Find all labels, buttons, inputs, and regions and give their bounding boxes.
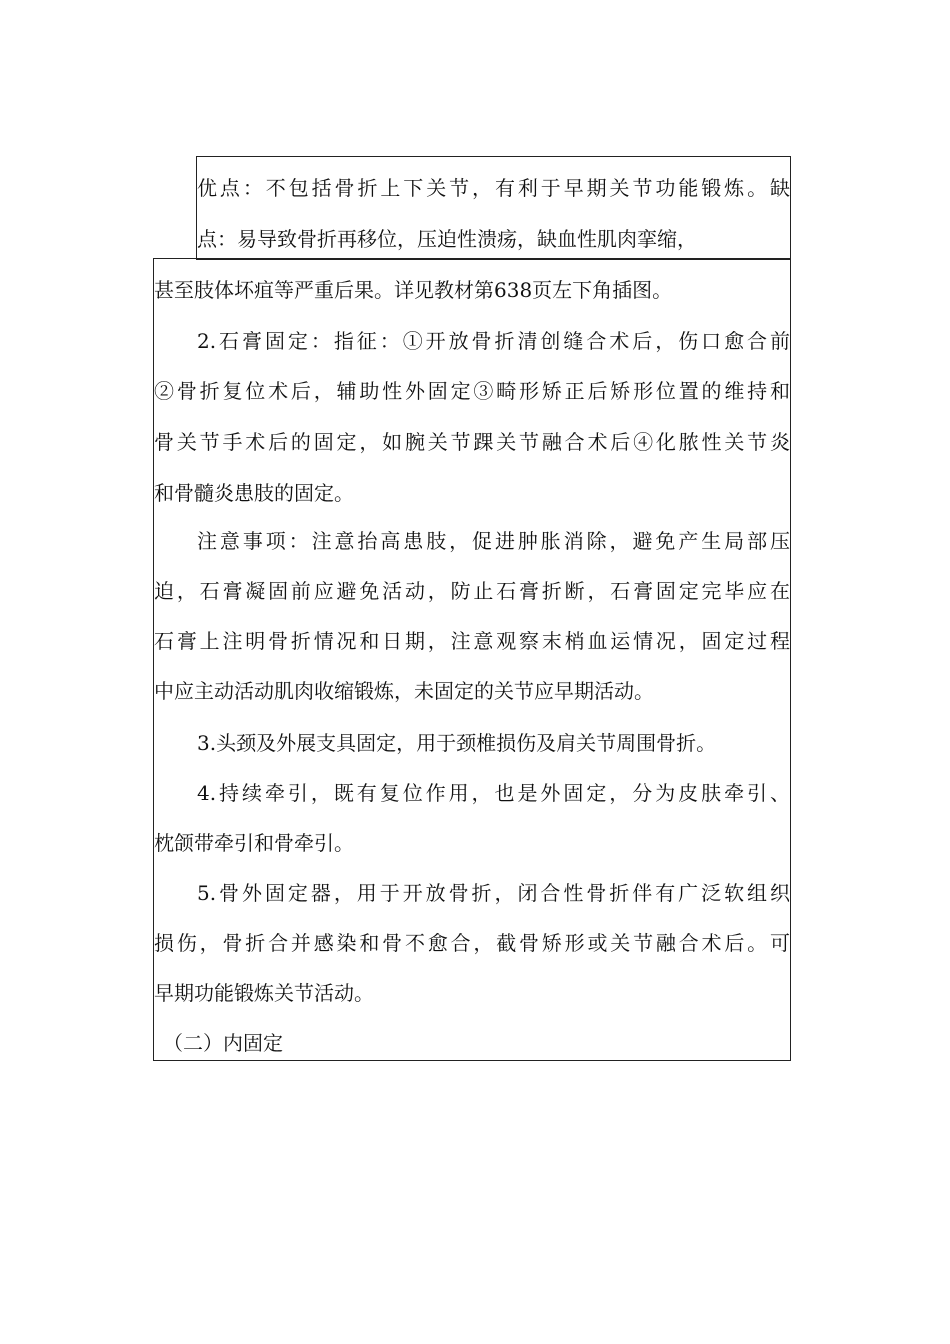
plaster-line-1: 2.石膏固定：指征：①开放骨折清创缝合术后，伤口愈合前: [197, 329, 790, 353]
advantages-line-2: 点：易导致骨折再移位，压迫性溃疡，缺血性肌肉挛缩，: [197, 227, 697, 251]
notes-line-3: 石膏上注明骨折情况和日期，注意观察末梢血运情况，固定过程: [154, 629, 790, 653]
paragraph-3: 3.头颈及外展支具固定，用于颈椎损伤及肩关节周围骨折。: [197, 731, 717, 755]
plaster-line-4: 和骨髓炎患肢的固定。: [154, 481, 354, 505]
plaster-line-2: ②骨折复位术后，辅助性外固定③畸形矫正后矫形位置的维持和: [154, 379, 790, 403]
traction-line-1: 4.持续牵引，既有复位作用，也是外固定，分为皮肤牵引、: [197, 781, 790, 805]
fixator-line-1: 5.骨外固定器，用于开放骨折，闭合性骨折伴有广泛软组织: [197, 881, 790, 905]
section-heading: （二）内固定: [163, 1031, 283, 1055]
advantages-line-1: 优点：不包括骨折上下关节，有利于早期关节功能锻炼。缺: [197, 176, 790, 200]
notes-line-2: 迫，石膏凝固前应避免活动，防止石膏折断，石膏固定完毕应在: [154, 579, 790, 603]
traction-line-2: 枕颌带牵引和骨牵引。: [154, 831, 354, 855]
notes-line-1: 注意事项：注意抬高患肢，促进肿胀消除，避免产生局部压: [197, 529, 790, 553]
notes-line-4: 中应主动活动肌肉收缩锻炼，未固定的关节应早期活动。: [154, 679, 654, 703]
fixator-line-3: 早期功能锻炼关节活动。: [154, 981, 374, 1005]
paragraph-0: 甚至肢体坏疽等严重后果。详见教材第638页左下角插图。: [154, 278, 673, 302]
fixator-line-2: 损伤，骨折合并感染和骨不愈合，截骨矫形或关节融合术后。可: [154, 931, 790, 955]
plaster-line-3: 骨关节手术后的固定，如腕关节踝关节融合术后④化脓性关节炎: [154, 430, 790, 454]
